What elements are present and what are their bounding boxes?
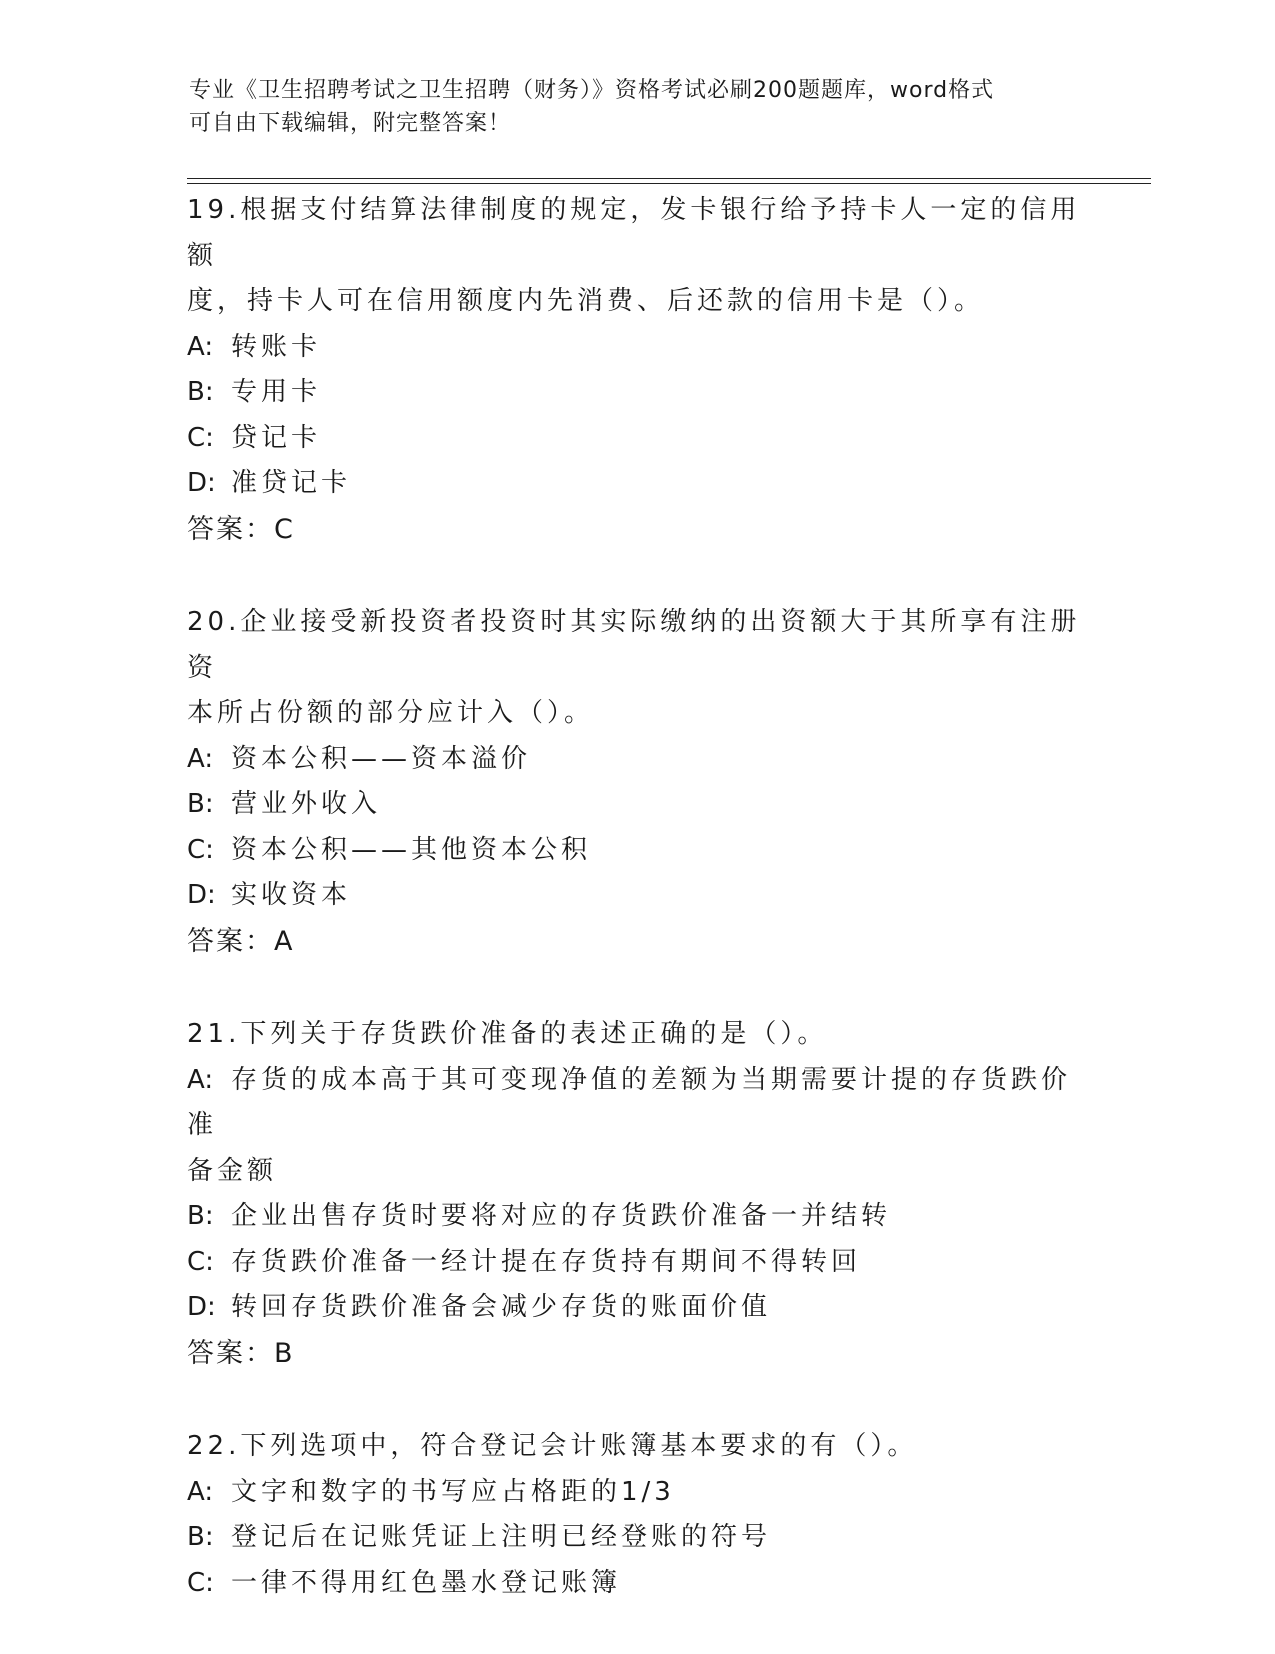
option-text: 实收资本 [231,880,352,910]
answer-option [187,325,1087,371]
answer-option [187,1149,1087,1195]
header-line: 专业《卫生招聘考试之卫生招聘（财务）》资格考试必刷200题题库，word格式 [189,78,995,103]
answer-key: 答案：A [187,925,295,957]
option-key: C: [187,1246,214,1277]
answer-option [187,873,1087,919]
answer-option [187,1285,1087,1331]
option-key: A: [187,743,214,774]
option-text: 登记后在记账凭证上注明已经登账的符号 [231,1522,772,1552]
option-text: 资本公积——资本溢价 [231,743,532,774]
option-text: 文字和数字的书写应占格距的1/3 [231,1476,675,1507]
answer-option [187,828,1087,874]
option-text: 准贷记卡 [231,468,352,498]
answer-option [187,1561,1087,1607]
option-key: B: [187,377,214,407]
header-divider [187,178,1151,179]
question-stem: 度，持卡人可在信用额度内先消费、后还款的信用卡是（）。 [187,286,985,316]
answer-option [187,737,1087,783]
option-key: B: [187,1201,214,1231]
option-key: D: [187,880,216,910]
option-key: C: [187,834,214,865]
answer-option [187,416,1087,462]
option-text: 贷记卡 [231,422,322,453]
question-stem: 19.根据支付结算法律制度的规定，发卡银行给予持卡人一定的信用额 [187,195,1081,271]
header-line: 可自由下载编辑，附完整答案！ [189,111,512,136]
answer-option [187,1058,1087,1149]
option-text: 一律不得用红色墨水登记账簿 [231,1567,622,1598]
question-stem: 20.企业接受新投资者投资时其实际缴纳的出资额大于其所享有注册资 [187,607,1081,683]
question-stem: 22.下列选项中，符合登记会计账簿基本要求的有（）。 [187,1431,918,1461]
option-text: 专用卡 [231,377,322,407]
question-block [187,1012,1087,1376]
option-key: B: [187,789,214,819]
question-block [187,188,1087,552]
answer-option [187,1240,1087,1286]
answer-key: 答案：B [187,1337,295,1369]
option-key: C: [187,1567,214,1598]
question-stem: 本所占份额的部分应计入（）。 [187,698,595,728]
option-text: 资本公积——其他资本公积 [231,834,592,865]
question-list [187,188,1087,1654]
option-key: D: [187,468,216,498]
option-text: 转账卡 [231,331,322,362]
answer-option [187,782,1087,828]
option-text: 存货的成本高于其可变现净值的差额为当期需要计提的存货跌价准 [187,1064,1072,1140]
option-text: 备金额 [187,1155,278,1186]
question-block [187,1424,1087,1606]
option-key: D: [187,1292,216,1322]
question-stem: 21.下列关于存货跌价准备的表述正确的是（）。 [187,1019,828,1049]
option-key: A: [187,331,214,362]
header-divider [187,183,1151,184]
option-text: 营业外收入 [231,789,382,819]
answer-option [187,461,1087,507]
answer-option [187,1470,1087,1516]
question-block [187,600,1087,964]
option-text: 存货跌价准备一经计提在存货持有期间不得转回 [231,1246,862,1277]
answer-option [187,1194,1087,1240]
option-text: 企业出售存货时要将对应的存货跌价准备一并结转 [231,1201,892,1231]
answer-option [187,1515,1087,1561]
answer-option [187,370,1087,416]
answer-key: 答案：C [187,513,295,545]
option-key: B: [187,1522,214,1552]
document-header [189,74,1089,140]
option-text: 转回存货跌价准备会减少存货的账面价值 [231,1292,772,1322]
option-key: A: [187,1476,214,1507]
option-key: A: [187,1064,214,1095]
option-key: C: [187,422,214,453]
